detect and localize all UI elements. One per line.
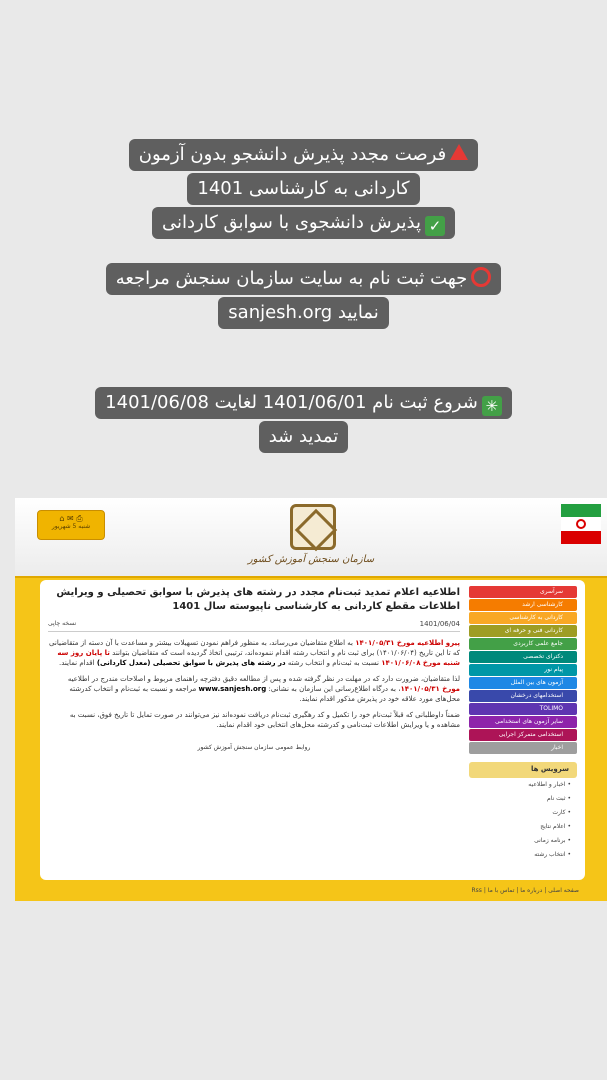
service-item[interactable]: • برنامه زمانی [534,837,571,844]
iran-flag-icon [561,504,601,544]
menu-item[interactable]: آزمون های بین الملل [469,677,577,689]
article-meta [48,620,460,632]
menu-item[interactable]: کاردانی فنی و حرفه ای [469,625,577,637]
story-line: کاردانی به کارشناسی 1401 [187,173,419,205]
toolbar-icons[interactable]: ⌂ ✉ ⎙ [59,514,83,523]
date-text: شنبه 5 شهریور [51,523,91,530]
menu-item[interactable]: سایر آزمون های استخدامی [469,716,577,728]
article [48,586,460,751]
menu-item[interactable]: کارشناسی ارشد [469,599,577,611]
site-footer[interactable]: صفحه اصلی | درباره ما | تماس با ما | Rss [471,887,579,894]
sidebar-menu [469,586,577,754]
logo-text: سازمان سنجش آموزش کشور [247,554,375,565]
story-line: ✓پذیرش دانشجوی با سوابق کاردانی [152,207,455,239]
paragraph-1: پیرو اطلاعیه مورخ ۱۴۰۱/۰۵/۳۱ به اطلاع متقاضیان می‌رساند، به منظور فراهم نمودن تسهیلات بیشتر و مساعدت با آن دسته از متقاضیانی که تا این تاریخ (۱۴۰۱/۰۶/۰۴) برای ثبت نام و انتخاب رشته اقدام ننموده‌اند، ترتیبی اتخاذ گردیده است که متقاضیان بتوانند تا پایان روز سه شنبه مورخ ۱۴۰۱/۰۶/۰۸ نسبت به ثبت‌نام و انتخاب رشته در رشته های پذیرش با سوابق تحصیلی (معدل کاردانی) اقدام نمایند. [49,639,460,667]
story-block-3 [0,386,607,454]
check-mark-icon: ✓ [425,216,445,236]
story-block-2 [0,262,607,330]
menu-item[interactable]: TOLIMO [469,703,577,715]
print-link[interactable]: نسخه چاپی [48,620,77,627]
sidebar [469,586,577,862]
story-line: جهت ثبت نام به سایت سازمان سنجش مراجعه [106,263,502,295]
story-line: ✳شروع ثبت نام 1401/06/01 لغایت 1401/06/08 [95,387,512,419]
service-item[interactable]: • اخبار و اطلاعیه [528,781,571,788]
services-list [469,778,577,862]
service-item[interactable]: • کارت [552,809,571,816]
sparkle-icon: ✳ [482,396,502,416]
menu-item[interactable]: استخدامهای درخشان [469,690,577,702]
menu-item[interactable]: اخبار [469,742,577,754]
story-line: نمایید sanjesh.org [218,297,388,329]
paragraph-2: لذا متقاضیان، ضرورت دارد که در مهلت در نظر گرفته شده و پس از مطالعه دقیق دفترچه راهنمای مربوط و اصلاحات مندرج در اطلاعیه مورخ ۱۴۰۱/۰۵/۳۱، به درگاه اطلاع‌رسانی این سازمان به نشانی: www.sanjesh.org مراجعه و نسبت به ثبت‌نام و انتخاب کدرشته محل‌های مورد علاقه خود در پذیرش مذکور اقدام نمایند. [67,675,460,703]
signature: روابط عمومی سازمان سنجش آموزش کشور [197,744,311,751]
article-date: 1401/06/04 [419,620,460,628]
menu-item[interactable]: دکترای تخصصی [469,651,577,663]
site-header [15,498,607,578]
story-line: فرصت مجدد پذیرش دانشجو بدون آزمون [129,139,478,171]
menu-item[interactable]: سرآسری [469,586,577,598]
menu-item[interactable]: کاردانی به کارشناسی [469,612,577,624]
website-screenshot [15,498,607,901]
red-triangle-icon [450,144,468,160]
services-title: سرویس ها [469,762,577,778]
menu-item[interactable]: جامع علمی کاربردی [469,638,577,650]
article-title: اطلاعیه اعلام تمدید ثبت‌نام مجدد در رشته های پذیرش با سوابق تحصیلی و ویرایش اطلاعات مقطع کاردانی به کارشناسی ناپیوسته سال 1401 [56,587,460,612]
content-panel [40,580,585,880]
red-circle-icon [471,267,491,287]
sanjesh-logo-icon [290,504,336,550]
menu-item[interactable]: پیام نور [469,664,577,676]
menu-item[interactable]: استخدامی متمرکز اجرایی [469,729,577,741]
service-item[interactable]: • انتخاب رشته [534,851,571,858]
story-line: تمدید شد [259,421,349,453]
date-box [37,510,105,540]
paragraph-3: ضمناً داوطلبانی که قبلاً ثبت‌نام خود را تکمیل و کد رهگیری ثبت‌نام دریافت نموده‌اند نیز می‌توانند در صورت تمایل تا تاریخ فوق، نسبت به مشاهده و یا ویرایش اطلاعات ثبت‌نامی و کدرشته محل‌های انتخابی خود اقدام نمایند. [69,711,460,729]
story-block-1 [0,138,607,240]
service-item[interactable]: • ثبت نام [547,795,571,802]
service-item[interactable]: • اعلام نتایج [540,823,571,830]
sanjesh-link[interactable]: www.sanjesh.org [198,685,267,693]
